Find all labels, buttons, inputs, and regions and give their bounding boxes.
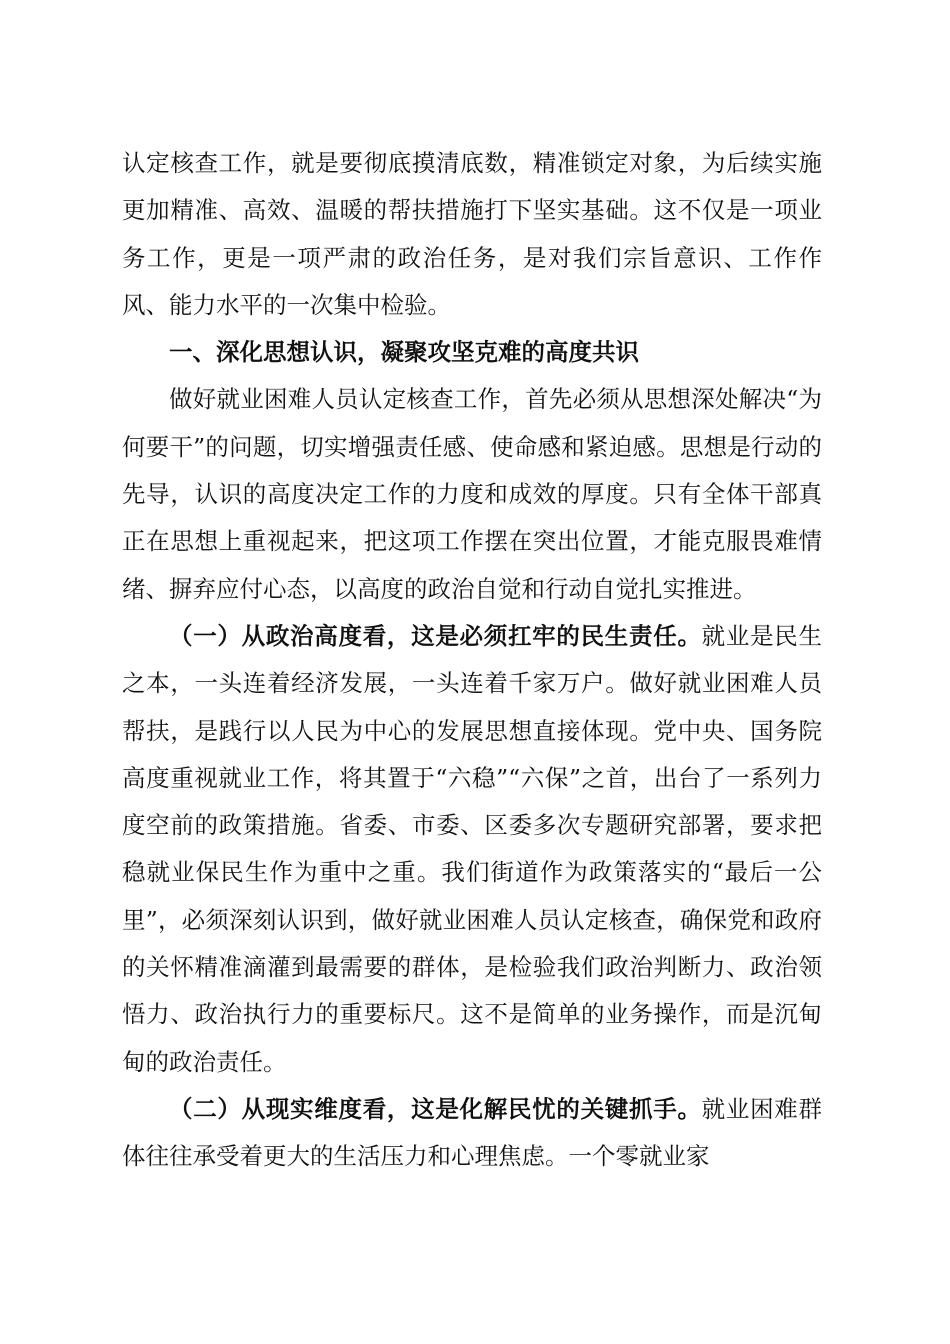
subsection-1-body: 就业是民生之本，一头连着经济发展，一头连着千家万户。做好就业困难人员帮扶，是践行以人民为中心的发展思想直接体现。党中央、国务院高度重视就业工作，将其置于“六稳”“六保”之首，出台了一系列力度空前的政策措施。省委、市委、区委多次专题研究部署，要求把稳就业保民生作为重中之重。我们街道作为政策落实的“最后一公里”，必须深刻认识到，做好就业困难人员认定核查，确保党和政府的关怀精准滴灌到最需要的群体，是检验我们政治判断力、政治领悟力、政治执行力的重要标尺。这不是简单的业务操作，而是沉甸甸的政治责任。: [122, 621, 823, 1076]
subsection-1-lead: （一）从政治高度看，这是必须扛牢的民生责任。: [169, 621, 702, 650]
subsection-2-body: 就业困难群体往往承受着更大的生活压力和心理焦虑。一个零就业家: [122, 1094, 823, 1171]
section-heading: 一、深化思想认识，凝聚攻坚克难的高度共识: [169, 338, 639, 367]
opening-paragraph: 认定核查工作，就是要彻底摸清底数，精准锁定对象，为后续实施更加精准、高效、温暖的帮扶措施打下坚实基础。这不仅是一项业务工作，更是一项严肃的政治任务，是对我们宗旨意识、工作作风、能力水平的一次集中检验。: [122, 149, 822, 319]
document-body: [122, 140, 822, 1181]
subsection-1-paragraph: [122, 613, 822, 1086]
subsection-2-paragraph: [122, 1086, 822, 1181]
subsection-2-lead: （二）从现实维度看，这是化解民忧的关键抓手。: [169, 1094, 702, 1123]
section-intro-paragraph: 做好就业困难人员认定核查工作，首先必须从思想深处解决“为何要干”的问题，切实增强责任感、使命感和紧迫感。思想是行动的先导，认识的高度决定工作的力度和成效的厚度。只有全体干部真正在思想上重视起来，把这项工作摆在突出位置，才能克服畏难情绪、摒弃应付心态，以高度的政治自觉和行动自觉扎实推进。: [122, 385, 822, 603]
